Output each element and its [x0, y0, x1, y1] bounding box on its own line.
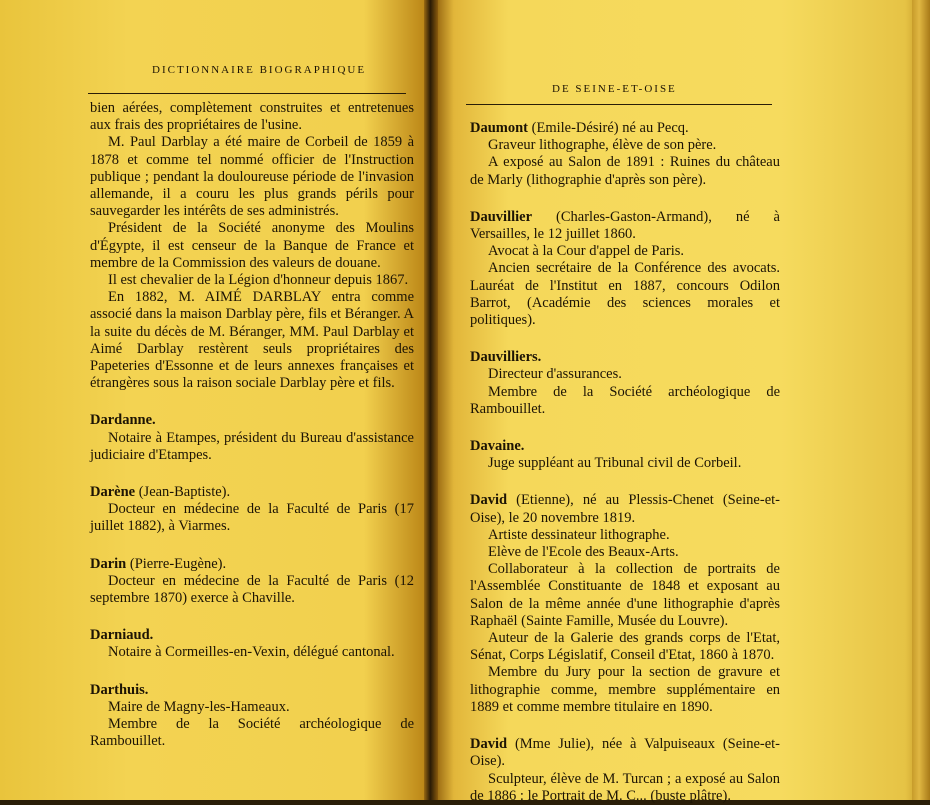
- biography-entry: [470, 438, 780, 472]
- biography-entry: [470, 492, 780, 716]
- biography-entry: [470, 736, 780, 805]
- entry-line: Juge suppléant au Tribunal civil de Corbeil.: [488, 455, 742, 472]
- entry-line: Sculpteur, élève de M. Turcan ; a exposé au Salon de 1886 : le Portrait de M. C... (buste plâtre).: [470, 770, 780, 804]
- left-header-rule: [88, 93, 406, 94]
- entry-name: Darthuis.: [90, 681, 149, 698]
- book-gutter: [424, 0, 438, 800]
- entry-name: Dardanne.: [90, 412, 156, 429]
- biography-entry: [470, 209, 780, 329]
- paragraph: Président de la Société anonyme des Moulins d'Égypte, il est censeur de la Banque de France et membre de la Commission des valeurs de douane.: [90, 220, 414, 271]
- entry-line: Graveur lithographe, élève de son père.: [488, 137, 717, 154]
- entry-heading: [90, 682, 414, 699]
- entry-line: Directeur d'assurances.: [488, 366, 622, 383]
- entry-heading: [90, 627, 414, 644]
- entry-line: Docteur en médecine de la Faculté de Paris (12 septembre 1870) exerce à Chaville.: [90, 572, 414, 607]
- entry-name: Dauvillier: [470, 208, 533, 225]
- paragraph: bien aérées, complètement construites et entretenues aux frais des propriétaires de l'usine.: [90, 100, 414, 134]
- paragraph: M. Paul Darblay a été maire de Corbeil de 1859 à 1878 et comme tel nommé officier de l'Instruction publique ; pendant la douloureuse période de l'invasion allemande, il a couru les plus grands périls pour sauvegarder les intérêts de ses administrés.: [90, 134, 414, 220]
- left-text-column: [90, 100, 414, 751]
- entry-detail: (Etienne), né au Plessis-Chenet (Seine-et-Oise), le 20 novembre 1819.: [470, 492, 780, 526]
- entry-heading: [90, 556, 414, 573]
- entry-line: Notaire à Cormeilles-en-Vexin, délégué cantonal.: [108, 644, 395, 661]
- entry-line: Artiste dessinateur lithographe.: [488, 526, 670, 543]
- entry-heading: [470, 736, 780, 770]
- entry-detail: (Emile-Désiré) né au Pecq.: [528, 120, 689, 136]
- biography-entry: [90, 682, 414, 751]
- entry-name: Darène: [90, 484, 136, 501]
- biography-entry: [90, 412, 414, 464]
- entry-heading: [470, 209, 780, 243]
- entry-detail: (Mme Julie), née à Valpuiseaux (Seine-et-Oise).: [470, 736, 780, 770]
- entry-name: Daumont: [470, 120, 529, 136]
- entry-detail: (Jean-Baptiste).: [135, 484, 231, 501]
- entry-line: Maire de Magny-les-Hameaux.: [108, 698, 290, 715]
- entry-name: David: [470, 492, 508, 509]
- entry-line: Membre de la Société archéologique de Rambouillet.: [470, 383, 780, 417]
- entry-name: Davaine.: [470, 438, 525, 455]
- entry-heading: [470, 349, 780, 366]
- entry-line: A exposé au Salon de 1891 : Ruines du château de Marly (lithographie d'après son père).: [470, 154, 780, 188]
- entry-line: Ancien secrétaire de la Conférence des avocats. Lauréat de l'Institut en 1887, concours Odilon Barrot, (Académie des sciences morales et politiques).: [470, 260, 780, 329]
- entry-heading: [470, 438, 780, 455]
- page-edges: [912, 0, 930, 800]
- biography-entry: [470, 349, 780, 418]
- right-entries: [470, 120, 780, 805]
- biography-entry: [90, 627, 414, 661]
- entry-line: Avocat à la Cour d'appel de Paris.: [488, 243, 685, 260]
- entry-detail: (Pierre-Eugène).: [126, 555, 227, 572]
- entry-line: Elève de l'Ecole des Beaux-Arts.: [488, 544, 679, 561]
- right-text-column: [470, 120, 780, 805]
- entry-name: Darniaud.: [90, 627, 154, 644]
- biography-entry: [90, 556, 414, 608]
- entry-heading: [470, 120, 780, 137]
- entry-heading: [90, 412, 414, 429]
- paragraph: Il est chevalier de la Légion d'honneur depuis 1867.: [108, 272, 409, 289]
- entry-name: Darin: [90, 555, 127, 572]
- entry-line: Auteur de la Galerie des grands corps de l'Etat, Sénat, Corps Législatif, Conseil d'Etat, 1860 à 1870.: [470, 630, 780, 664]
- biography-entry: [90, 484, 414, 536]
- entry-heading: [90, 484, 414, 501]
- entry-line: Notaire à Etampes, président du Bureau d'assistance judiciaire d'Etampes.: [90, 429, 414, 463]
- entry-line: Membre de la Société archéologique de Rambouillet.: [90, 716, 414, 750]
- biography-entry: [470, 120, 780, 189]
- entry-line: Collaborateur à la collection de portraits de l'Assemblée Constituante de 1848 et exposant au Salon de la même année d'une lithographie d'après Raphaël (Sainte Famille, Musée du Louvre).: [470, 561, 780, 629]
- entry-heading: [470, 492, 780, 526]
- entry-line: Docteur en médecine de la Faculté de Paris (17 juillet 1882), à Viarmes.: [90, 501, 414, 535]
- right-header-rule: [466, 104, 772, 105]
- right-running-header: DE SEINE-ET-OISE: [552, 83, 677, 95]
- entry-detail: (Charles-Gaston-Armand), né à Versailles, le 12 juillet 1860.: [470, 208, 780, 243]
- left-entries: [90, 412, 414, 750]
- left-running-header: DICTIONNAIRE BIOGRAPHIQUE: [152, 64, 367, 76]
- paragraph: En 1882, M. AIMÉ DARBLAY entra comme associé dans la maison Darblay père, fils et Béranger. A la suite du décès de M. Béranger, MM. Paul Darblay et Aimé Darblay restèrent seuls propriétaires des Papeteries d'Essonne et de leurs annexes françaises et étrangères sous la raison sociale Darblay père et fils.: [90, 289, 414, 392]
- entry-line: Membre du Jury pour la section de gravure et lithographie comme, membre supplémentaire en 1889 et comme membre titulaire en 1890.: [470, 664, 780, 715]
- entry-name: David: [470, 736, 508, 753]
- entry-name: Dauvilliers.: [470, 349, 542, 366]
